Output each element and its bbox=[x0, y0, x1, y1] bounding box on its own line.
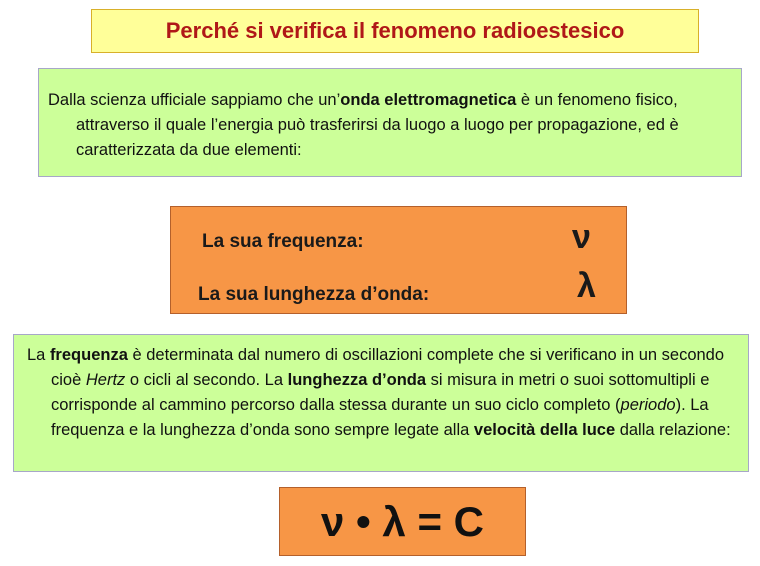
def-italic-periodo: periodo bbox=[620, 396, 676, 414]
def-bold-velocita: velocità della luce bbox=[473, 421, 616, 439]
def-text-4: si misura in metri o suoi sottomultipli e corrisponde al cammino percorso dalla stessa durante un suo ciclo completo ( bbox=[51, 371, 710, 414]
wave-elements-box bbox=[170, 206, 627, 314]
def-bold-frequenza: frequenza bbox=[49, 346, 128, 364]
intro-paragraph bbox=[48, 88, 729, 163]
frequency-label: La sua frequenza: bbox=[202, 231, 364, 252]
equation-text: ν • λ = C bbox=[321, 497, 484, 545]
wavelength-label: La sua lunghezza d’onda: bbox=[198, 284, 430, 305]
def-italic-hertz: Hertz bbox=[85, 371, 126, 389]
equation-box bbox=[279, 487, 526, 556]
wavelength-symbol: λ bbox=[577, 267, 596, 305]
slide-title-text: Perché si verifica il fenomeno radioestesico bbox=[165, 18, 625, 43]
definition-box bbox=[13, 334, 749, 472]
def-text-6: dalla relazione: bbox=[615, 421, 731, 439]
intro-text-2: è un fenomeno fisico, attraverso il quale l’energia può trasferirsi da luogo a luogo per propagazione, ed è caratterizzata da due elementi: bbox=[76, 91, 679, 159]
def-text-5: ). La frequenza e la lunghezza d’onda sono sempre legate alla bbox=[51, 396, 709, 439]
slide-title bbox=[91, 9, 699, 53]
def-text-2: è determinata dal numero di oscillazioni complete che si verificano in un secondo cioè bbox=[51, 346, 725, 389]
def-text-1: La bbox=[27, 346, 50, 364]
definition-paragraph bbox=[27, 343, 736, 443]
intro-bold-term: onda elettromagnetica bbox=[340, 91, 517, 109]
def-bold-lunghezza: lunghezza d’onda bbox=[287, 371, 427, 389]
intro-box bbox=[38, 68, 742, 177]
def-text-3: o cicli al secondo. La bbox=[125, 371, 288, 389]
intro-text-1: Dalla scienza ufficiale sappiamo che un’ bbox=[48, 91, 341, 109]
frequency-symbol: ν bbox=[572, 218, 591, 256]
